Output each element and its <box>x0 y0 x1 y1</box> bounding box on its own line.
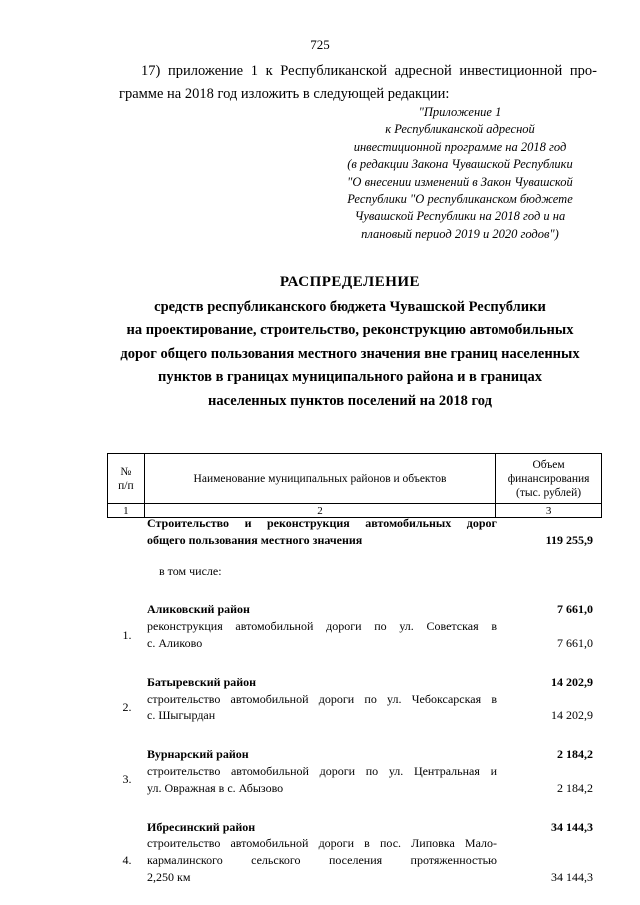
object-amount: 14 202,9 <box>551 708 593 723</box>
appendix-note-line: Республики "О республиканском бюджете <box>347 192 573 207</box>
total-amount: 119 255,9 <box>545 532 593 547</box>
object-amount: 7 661,0 <box>557 635 593 650</box>
object-line: 2,250 км <box>147 869 191 884</box>
table-body <box>107 515 602 886</box>
district-row <box>107 674 602 691</box>
object-amount: 34 144,3 <box>551 869 593 884</box>
appendix-note <box>330 104 590 243</box>
object-line: строительство автомобильной дороги по ул. Чебоксарская в <box>147 691 497 706</box>
intro-line: 17) приложение 1 к Республиканской адресной инвестиционной про- <box>141 63 597 79</box>
object-line: с. Шыгырдан <box>147 708 216 723</box>
district-name: Ибресинский район <box>147 819 256 834</box>
table-row <box>107 691 602 725</box>
intro-line: грамме на 2018 год изложить в следующей редакции: <box>119 86 450 102</box>
header-text: № <box>120 465 132 478</box>
including-label: в том числе: <box>159 563 222 578</box>
row-number: 3. <box>122 772 132 787</box>
district-group <box>107 674 602 724</box>
page-number: 725 <box>310 37 330 52</box>
row-number: 1. <box>122 627 132 642</box>
district-name: Аликовский район <box>147 602 250 617</box>
district-row <box>107 819 602 836</box>
object-line: строительство автомобильной дороги в пос. Липовка Мало- <box>147 836 497 851</box>
table-row <box>107 835 602 885</box>
including-row <box>107 563 602 580</box>
total-label-line: общего пользования местного значения <box>147 532 363 547</box>
total-label-line: Строительство и реконструкция автомобильных дорог <box>147 516 497 530</box>
header-cell-num <box>108 454 145 504</box>
appendix-note-line: "Приложение 1 <box>418 105 502 119</box>
row-number: 4. <box>122 853 132 868</box>
district-name: Батыревский район <box>147 674 257 689</box>
appendix-note-line: плановый период 2019 и 2020 годов") <box>361 226 559 241</box>
object-amount: 2 184,2 <box>557 780 593 795</box>
district-amount: 14 202,9 <box>551 674 593 689</box>
total-row <box>107 515 602 549</box>
district-name: Вурнарский район <box>147 747 249 762</box>
appendix-note-line: инвестиционной программе на 2018 год <box>353 139 567 154</box>
district-amount: 7 661,0 <box>557 602 593 617</box>
object-line: кармалинского сельского поселения протяженностью <box>147 853 497 868</box>
district-row <box>107 746 602 763</box>
header-text: (тыс. рублей) <box>516 486 582 499</box>
intro-paragraph <box>119 60 597 106</box>
document-heading <box>70 271 630 413</box>
district-group <box>107 746 602 796</box>
header-text: Объем <box>532 458 565 471</box>
object-line: строительство автомобильной дороги по ул. Центральная и <box>147 763 497 778</box>
appendix-note-line: к Республиканской адресной <box>385 122 535 137</box>
district-group <box>107 601 602 651</box>
header-cell-amount <box>496 454 602 504</box>
heading-line: населенных пунктов поселений на 2018 год <box>208 392 492 409</box>
appendix-note-line: Чувашской Республики на 2018 год и на <box>354 209 566 224</box>
object-line: с. Аликово <box>147 635 203 650</box>
row-number: 2. <box>122 699 132 714</box>
appendix-note-line: (в редакции Закона Чувашской Республики <box>347 157 573 172</box>
district-row <box>107 601 602 618</box>
object-line: ул. Овражная в с. Абызово <box>147 780 284 795</box>
heading-line: средств республиканского бюджета Чувашской Республики <box>154 298 546 315</box>
district-amount: 34 144,3 <box>551 819 593 834</box>
object-line: реконструкция автомобильной дороги по ул. Советская в <box>147 619 497 634</box>
table-row <box>107 618 602 652</box>
heading-title: РАСПРЕДЕЛЕНИЕ <box>279 274 421 290</box>
heading-line: на проектирование, строительство, реконструкцию автомобильных <box>126 322 574 338</box>
column-number: 2 <box>144 504 495 518</box>
heading-line: пунктов в границах муниципального района и в границах <box>158 369 542 385</box>
appendix-note-line: "О внесении изменений в Закон Чувашской <box>347 174 573 189</box>
column-number: 3 <box>496 504 602 518</box>
header-text: финансирования <box>507 472 590 485</box>
table-row <box>107 763 602 797</box>
heading-line: дорог общего пользования местного значения вне границ населенных <box>120 345 580 362</box>
header-text: п/п <box>118 479 134 492</box>
district-amount: 2 184,2 <box>557 747 593 762</box>
district-group <box>107 819 602 886</box>
column-number: 1 <box>108 504 145 518</box>
header-cell-name: Наименование муниципальных районов и объектов <box>144 454 495 504</box>
table-header <box>107 453 602 518</box>
